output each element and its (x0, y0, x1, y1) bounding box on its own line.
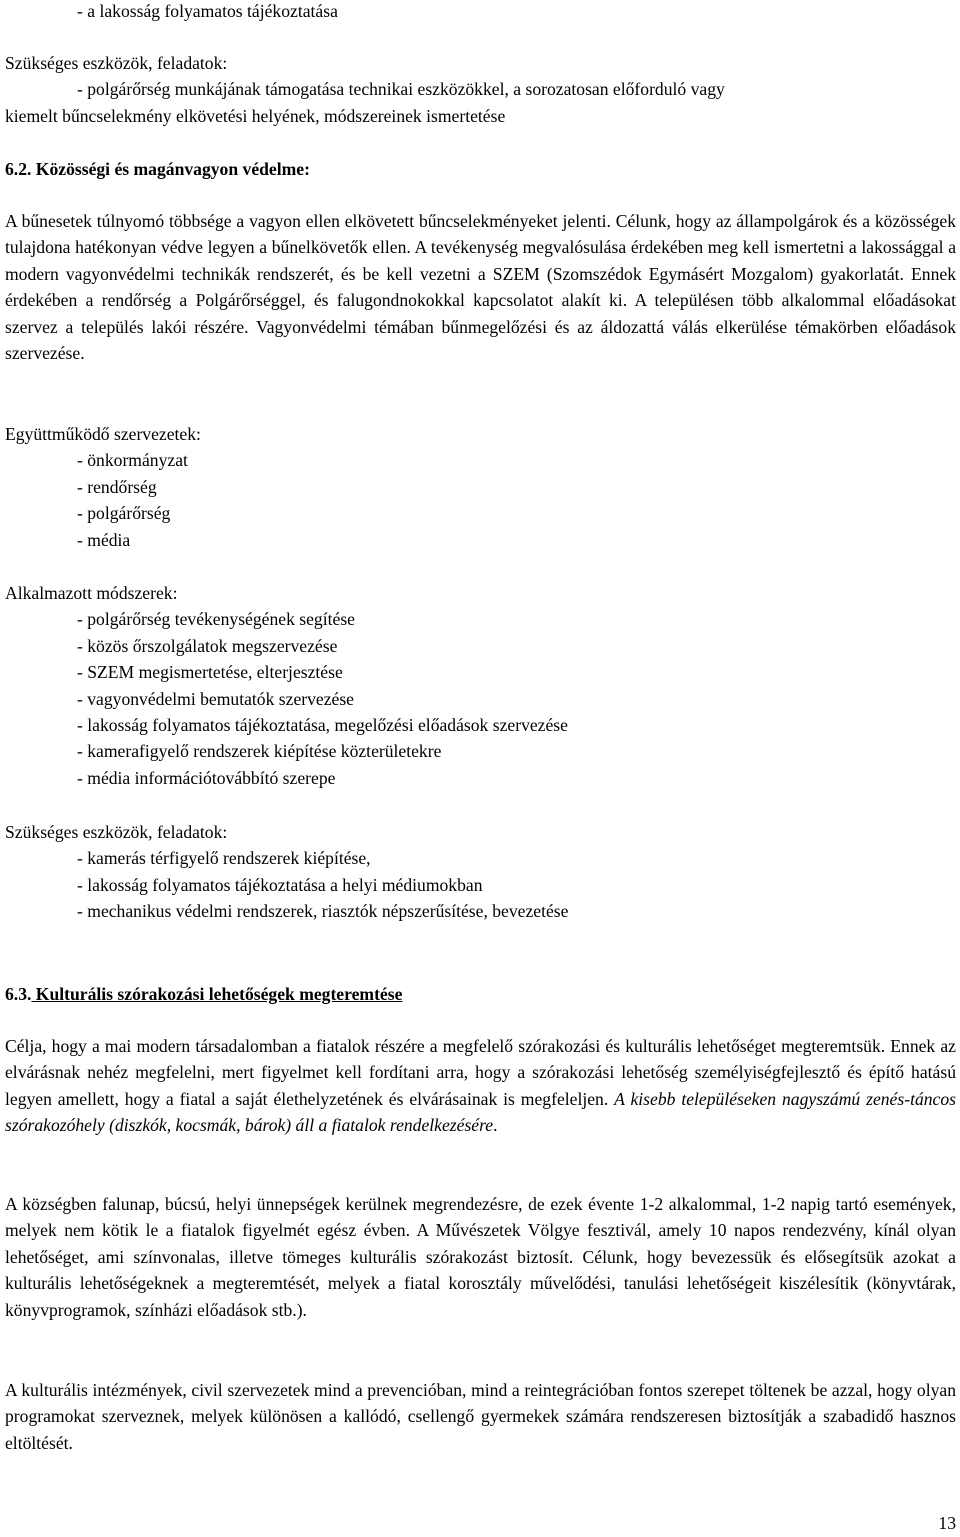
list-item: - kamerás térfigyelő rendszerek kiépítése, (77, 848, 371, 869)
section-6-3-paragraph-3: A kulturális intézmények, civil szervezetek mind a prevencióban, mind a reintegrációban fontos szerepet töltenek be azzal, hogy olyan programokat szerveznek, melyek különösen a kallódó, csellengő gyermekek számára rendszeresen biztosítják a szabadidő hasznos eltöltését. (5, 1380, 956, 1453)
page-number: 13 (938, 1513, 956, 1533)
list-item: - vagyonvédelmi bemutatók szervezése (77, 688, 354, 709)
section-number: 6.3. (5, 984, 32, 1004)
section-6-2-heading (5, 156, 310, 182)
partners-block (5, 421, 956, 553)
methods-heading: Alkalmazott módszerek: (5, 583, 178, 603)
section-title: Közösségi és magánvagyon védelme: (31, 159, 310, 179)
tools-heading-1: Szükséges eszközök, feladatok: (5, 53, 228, 73)
list-item: - lakosság folyamatos tájékoztatása a helyi médiumokban (77, 874, 483, 895)
tools-block-1 (5, 50, 956, 129)
list-item: kiemelt bűncselekmény elkövetési helyének, módszereinek ismertetése (5, 105, 506, 126)
top-list-item: - a lakosság folyamatos tájékoztatása (77, 1, 338, 21)
list-item: - polgárőrség tevékenységének segítése (77, 609, 355, 630)
list-item: - mechanikus védelmi rendszerek, riasztók népszerűsítése, bevezetése (77, 901, 569, 922)
paragraph-end: . (493, 1115, 498, 1136)
list-item: - közös őrszolgálatok megszervezése (77, 635, 338, 656)
list-item: - média információtovábbító szerepe (77, 767, 336, 788)
paragraph-italic-text: A kisebb településeken nagyszámú zenés-táncos szórakozóhely (diszkók, kocsmák, bárok) áll a fiatalok rendelkezésére (5, 1088, 956, 1136)
list-item: - SZEM megismertetése, elterjesztése (77, 662, 343, 683)
list-item: - polgárőrség (77, 503, 171, 524)
partners-heading: Együttműködő szervezetek: (5, 424, 201, 444)
section-6-2-paragraph: A bűnesetek túlnyomó többsége a vagyon ellen elkövetett bűncselekményeket jelenti. Célunk, hogy az állampolgárok és a közösségek tulajdona hatékonyan védve legyen a bűnelkövetők ellen. A tevékenység megvalósulása érdekében meg kell ismertetni a lakossággal a modern vagyonvédelmi technikák rendszerét, és be kell vezetni a SZEM (Szomszédok Egymásért Mozgalom) gyakorlatát. Ennek érdekében a rendőrség a Polgárőrséggel, és falugondnokokkal kapcsolatot alakít ki. A településen több alkalommal előadásokat szervez a település lakói részére. Vagyonvédelmi témában bűnmegelőzési és az áldozattá válás elkerülése témakörben előadások szervezése. (5, 211, 956, 364)
section-number: 6.2. (5, 159, 32, 179)
list-item: - rendőrség (77, 476, 157, 497)
list-item: - lakosság folyamatos tájékoztatása, megelőzési előadások szervezése (77, 715, 568, 736)
list-item: - média (77, 529, 131, 550)
section-6-3-heading (5, 981, 402, 1007)
methods-block (5, 580, 956, 791)
section-title: Kulturális szórakozási lehetőségek megteremtése (31, 984, 403, 1004)
section-6-3-paragraph-1 (5, 1033, 956, 1139)
list-item: - polgárőrség munkájának támogatása technikai eszközökkel, a sorozatosan előforduló vagy (77, 79, 725, 100)
list-item: - kamerafigyelő rendszerek kiépítése közterületekre (77, 741, 442, 762)
paragraph-text: Célja, hogy a mai modern társadalomban a fiatalok részére a megfelelő szórakozási és kulturális lehetőséget megteremtsük. Ennek az elvárásnak nehéz megfelelni, mert figyelmet kell fordítani arra, hogy a szórakozási lehetőség személyiségfejlesztő és építő hatású legyen amellett, hogy a fiatal a saját élethelyzetének és elvárásainak is megfeleljen. (5, 1036, 956, 1109)
list-item: - önkormányzat (77, 450, 188, 471)
tools-heading-2: Szükséges eszközök, feladatok: (5, 822, 228, 842)
tools-block-2 (5, 819, 956, 925)
section-6-3-paragraph-2: A községben falunap, búcsú, helyi ünnepségek kerülnek megrendezésre, de ezek évente 1-2 alkalommal, 1-2 napig tartó események, melyek nem kötik le a fiatalok figyelmét egész évben. A Művészetek Völgye fesztivál, amely 10 napos rendezvény, kínál olyan lehetőséget, ami színvonalas, illetve tömeges kulturális szórakozást biztosít. Célunk, hogy bevezessük és elősegítsük azokat a kulturális lehetőségeknek a megteremtését, melyek a fiatal korosztály művelődési, tanulási lehetőségeit kiszélesítik (könyvtárak, könyvprogramok, színházi előadások stb.). (5, 1194, 956, 1320)
